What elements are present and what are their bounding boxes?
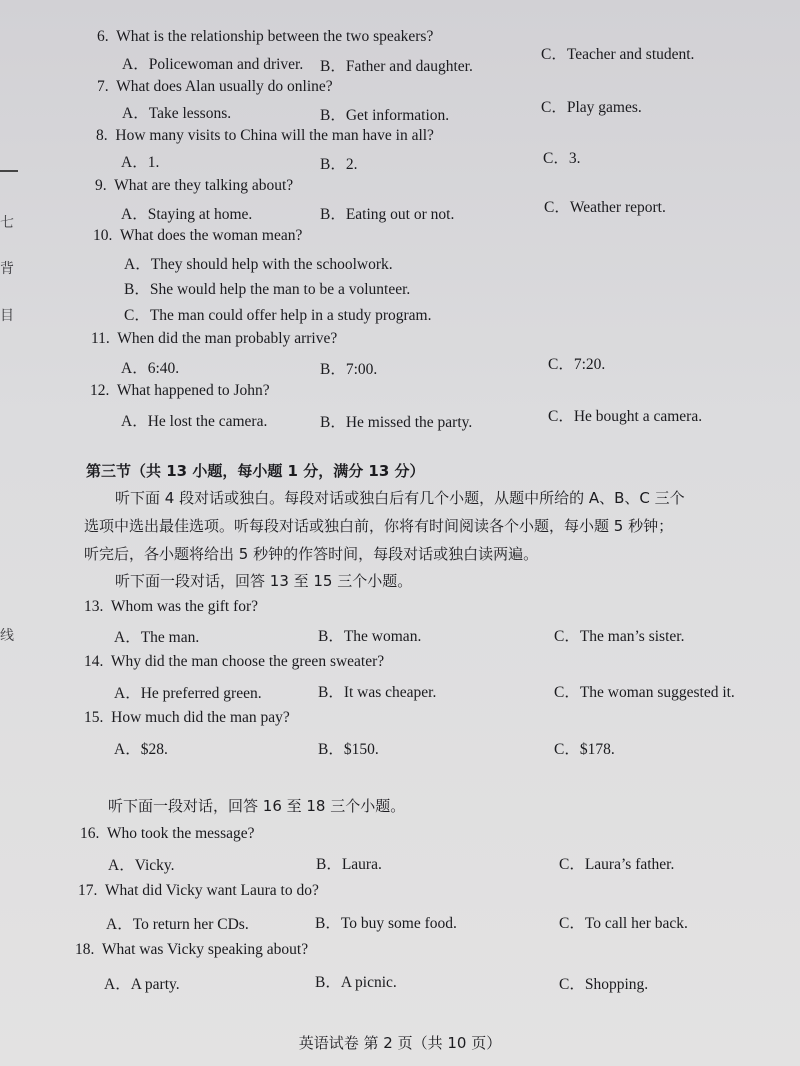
question-stem: 16. Who took the message?: [80, 825, 255, 842]
section-instructions: 选项中选出最佳选项。听每段对话或独白前，你将有时间阅读各个小题，每小题 5 秒钟；: [84, 517, 674, 535]
question-stem: 17. What did Vicky want Laura to do?: [78, 882, 319, 899]
question-stem: 10. What does the woman mean?: [93, 227, 303, 244]
option-b: B．The woman.: [318, 628, 422, 645]
option-b: B．2.: [320, 156, 358, 173]
dialogue-instruction: 听下面一段对话，回答 16 至 18 三个小题。: [108, 797, 406, 815]
option-b: B．A picnic.: [315, 974, 397, 991]
option-a: A．The man.: [114, 629, 200, 646]
margin-char: 目: [0, 309, 14, 324]
dialogue-instruction: 听下面一段对话，回答 13 至 15 三个小题。: [115, 572, 413, 590]
option-c: C．To call her back.: [559, 915, 688, 932]
question-stem: 6. What is the relationship between the two speakers?: [97, 28, 434, 45]
option-a: A．Policewoman and driver.: [122, 56, 304, 73]
option-c: C．He bought a camera.: [548, 408, 703, 425]
question-stem: 13. Whom was the gift for?: [84, 598, 259, 615]
option-c: C．Weather report.: [544, 199, 666, 216]
question-stem: 9. What are they talking about?: [95, 177, 294, 194]
margin-char: 七: [0, 216, 14, 231]
margin-char: 背: [0, 262, 14, 277]
option-c: C．Shopping.: [559, 976, 649, 993]
question-stem: 18. What was Vicky speaking about?: [75, 941, 309, 958]
margin-rule: [0, 170, 18, 172]
section-instructions: 听完后，各小题将给出 5 秒钟的作答时间，每段对话或独白读两遍。: [84, 545, 539, 563]
section-instructions: 听下面 4 段对话或独白。每段对话或独白后有几个小题，从题中所给的 A、B、C 三个: [115, 489, 685, 507]
option-a: A．Take lessons.: [122, 105, 232, 122]
option-b: B．7:00.: [320, 361, 378, 378]
section-title: 第三节（共 13 小题，每小题 1 分，满分 13 分）: [86, 462, 425, 480]
option-c: C．$178.: [554, 741, 615, 758]
option-b: B．Laura.: [316, 856, 382, 873]
question-stem: 7. What does Alan usually do online?: [97, 78, 333, 95]
option-a: A．$28.: [114, 741, 168, 758]
option-c: C．The man’s sister.: [554, 628, 685, 645]
option-b: B．She would help the man to be a volunteer.: [124, 281, 411, 298]
option-a: A．Vicky.: [108, 857, 175, 874]
question-stem: 14. Why did the man choose the green sweater?: [84, 653, 385, 670]
margin-char: 线: [0, 629, 14, 644]
question-stem: 8. How many visits to China will the man have in all?: [96, 127, 434, 144]
option-c: C．The man could offer help in a study program.: [124, 307, 432, 324]
page-footer: 英语试卷 第 2 页（共 10 页）: [298, 1034, 502, 1052]
option-c: C．Play games.: [541, 99, 642, 116]
option-b: B．He missed the party.: [320, 414, 473, 431]
option-b: B．$150.: [318, 741, 379, 758]
question-stem: 15. How much did the man pay?: [84, 709, 290, 726]
option-a: A．They should help with the schoolwork.: [124, 256, 393, 273]
option-a: A．A party.: [104, 976, 180, 993]
option-c: C．7:20.: [548, 356, 606, 373]
option-b: B．Father and daughter.: [320, 58, 473, 75]
question-stem: 11. When did the man probably arrive?: [91, 330, 338, 347]
option-b: B．Eating out or not.: [320, 206, 455, 223]
question-stem: 12. What happened to John?: [90, 382, 270, 399]
option-c: C．3.: [543, 150, 581, 167]
option-c: C．Teacher and student.: [541, 46, 695, 63]
option-a: A．He preferred green.: [114, 685, 262, 702]
option-c: C．Laura’s father.: [559, 856, 675, 873]
option-b: B．Get information.: [320, 107, 450, 124]
option-a: A．Staying at home.: [121, 206, 253, 223]
option-a: A．To return her CDs.: [106, 916, 249, 933]
option-a: A．He lost the camera.: [121, 413, 268, 430]
option-a: A．1.: [121, 154, 160, 171]
option-b: B．It was cheaper.: [318, 684, 437, 701]
option-c: C．The woman suggested it.: [554, 684, 735, 701]
option-a: A．6:40.: [121, 360, 180, 377]
option-b: B．To buy some food.: [315, 915, 457, 932]
